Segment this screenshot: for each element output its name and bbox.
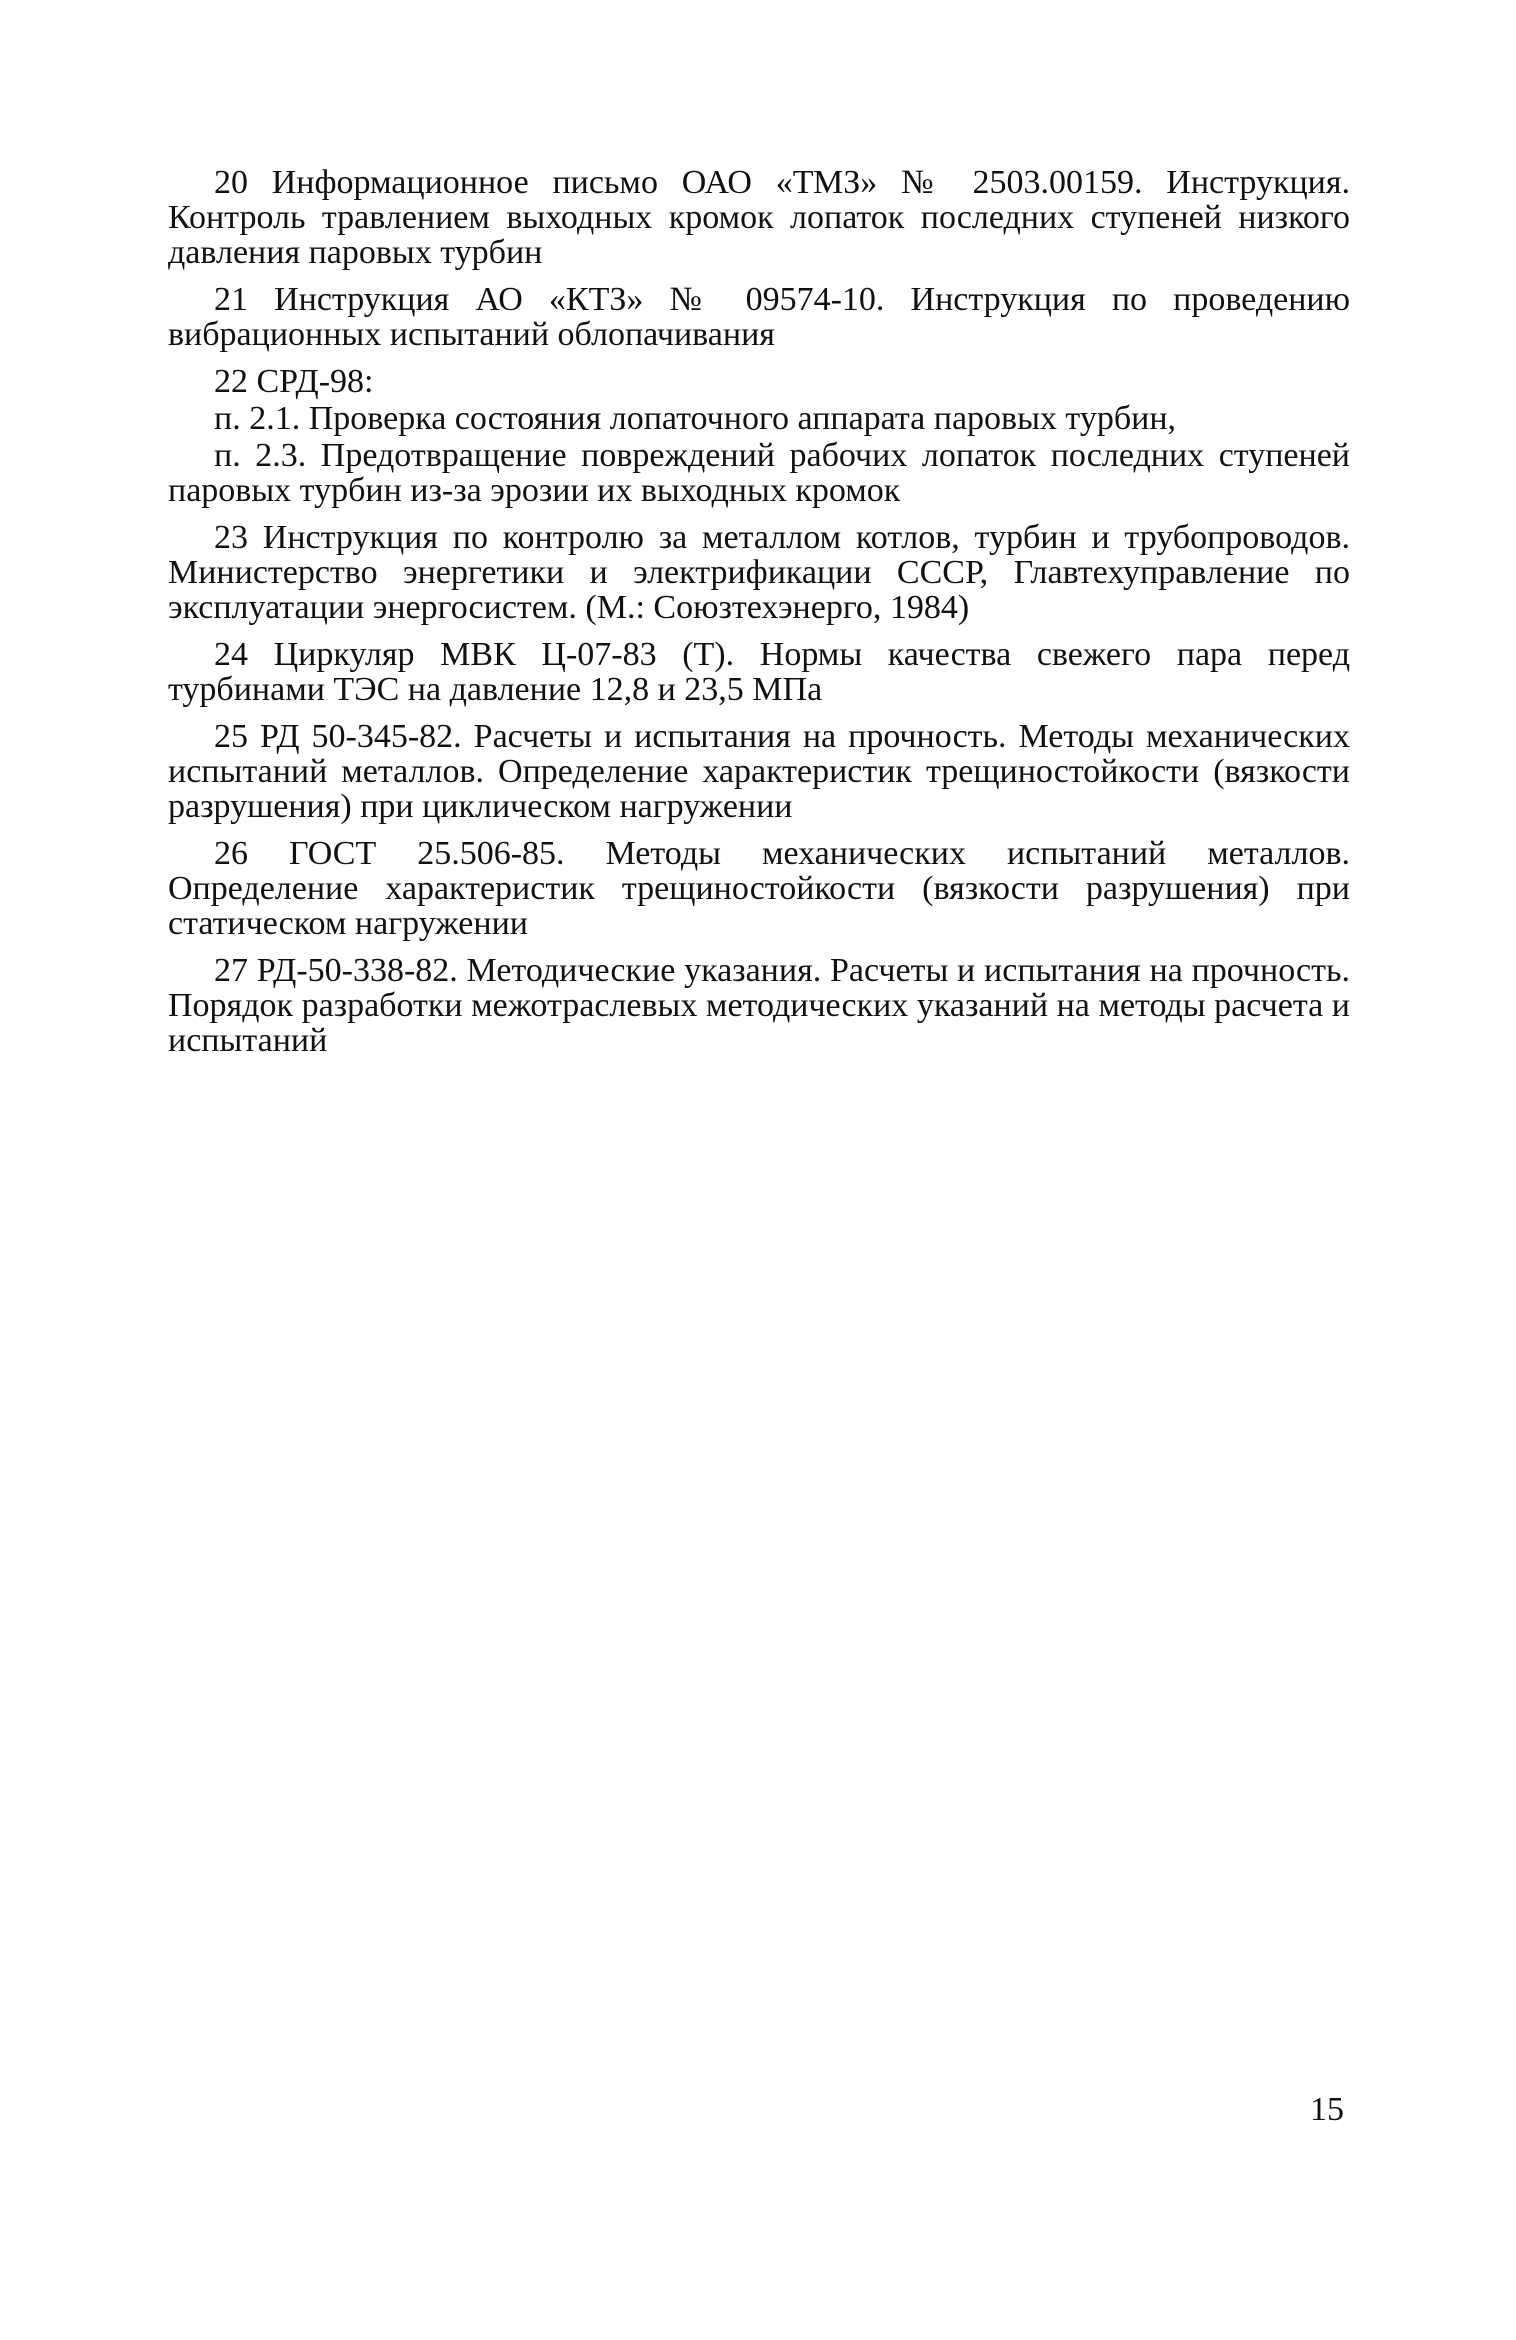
- reference-item-21: 21 Инструкция АО «КТЗ» № 09574-10. Инструкция по проведению вибрационных испытаний облопачивания: [168, 281, 1350, 353]
- reference-item-26: 26 ГОСТ 25.506-85. Методы механических испытаний металлов. Определение характеристик трещиностойкости (вязкости разрушения) при статическом нагружении: [168, 835, 1350, 942]
- reference-subitem-2-1: п. 2.1. Проверка состояния лопаточного аппарата паровых турбин,: [214, 400, 1177, 437]
- reference-item-20: 20 Информационное письмо ОАО «ТМЗ» № 2503.00159. Инструкция. Контроль травлением выходных кромок лопаток последних ступеней низкого давления паровых турбин: [168, 164, 1350, 271]
- page-number: 15: [1310, 2091, 1344, 2128]
- reference-subitem-2-3: п. 2.3. Предотвращение повреждений рабочих лопаток последних ступеней паровых турбин из-за эрозии их выходных кромок: [168, 437, 1350, 509]
- reference-item-25: 25 РД 50-345-82. Расчеты и испытания на прочность. Методы механических испытаний металлов. Определение характеристик трещиностойкости (вязкости разрушения) при циклическом нагружении: [168, 718, 1350, 825]
- reference-item-22: 22 СРД-98:: [214, 363, 374, 400]
- reference-item-24: 24 Циркуляр МВК Ц-07-83 (Т). Нормы качества свежего пара перед турбинами ТЭС на давление 12,8 и 23,5 МПа: [168, 636, 1350, 708]
- reference-item-27: 27 РД-50-338-82. Методические указания. Расчеты и испытания на прочность. Порядок разработки межотраслевых методических указаний на методы расчета и испытаний: [168, 952, 1350, 1059]
- reference-item-23: 23 Инструкция по контролю за металлом котлов, турбин и трубопроводов. Министерство энергетики и электрификации СССР, Главтехуправление по эксплуатации энергосистем. (М.: Союзтехэнерго, 1984): [168, 519, 1350, 626]
- reference-list: [168, 165, 1350, 1070]
